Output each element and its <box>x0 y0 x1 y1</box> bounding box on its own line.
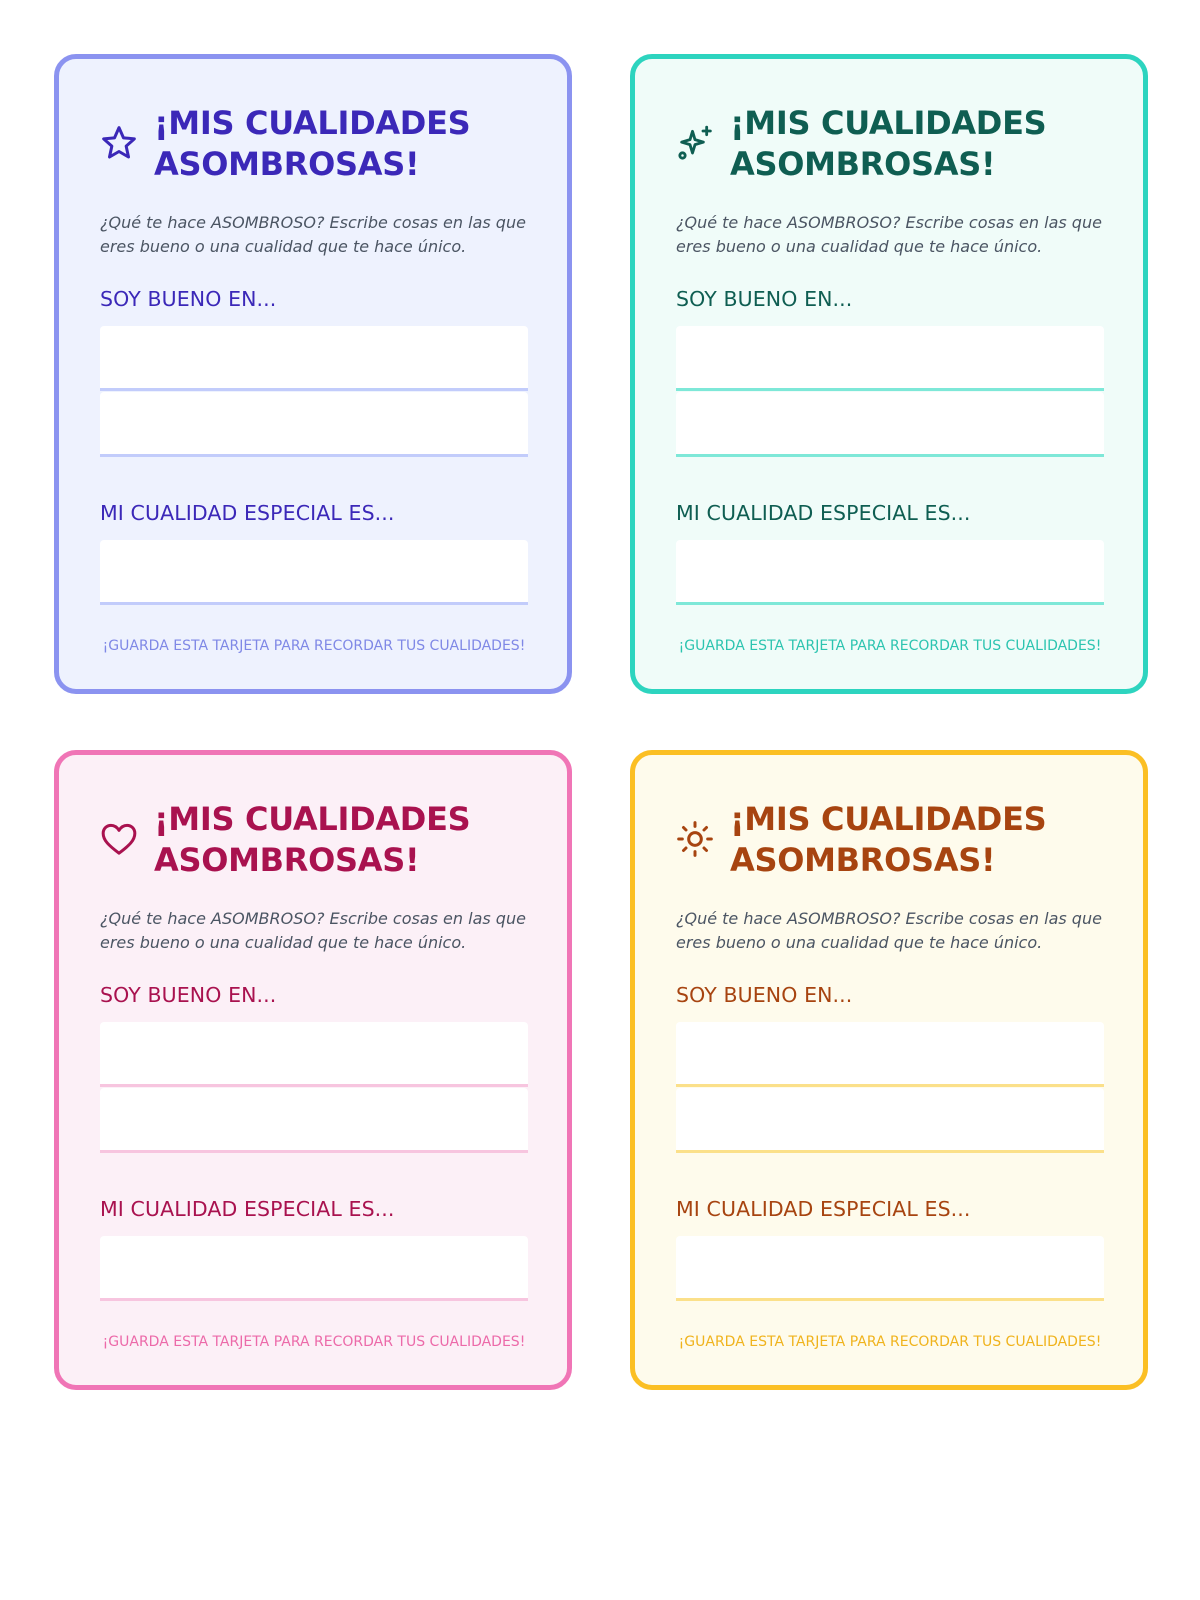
sparkle-main <box>682 131 704 153</box>
sun-icon <box>675 819 715 859</box>
special-quality-label: MI CUALIDAD ESPECIAL ES... <box>676 1197 971 1221</box>
qualities-card-teal <box>630 54 1148 694</box>
sun-core <box>689 833 702 846</box>
good-at-field-2[interactable] <box>676 1088 1104 1153</box>
sparkle-dot <box>680 153 685 158</box>
special-quality-label: MI CUALIDAD ESPECIAL ES... <box>676 501 971 525</box>
heart-shape <box>103 825 135 853</box>
good-at-field-2[interactable] <box>100 1088 528 1153</box>
card-title: ¡MIS CUALIDADES ASOMBROSAS! <box>730 800 1047 879</box>
special-quality-label: MI CUALIDAD ESPECIAL ES... <box>100 501 395 525</box>
star-shape <box>104 128 135 157</box>
card-footer-note: ¡GUARDA ESTA TARJETA PARA RECORDAR TUS CUALIDADES! <box>678 1334 1102 1350</box>
star-icon <box>99 123 139 163</box>
sparkle-plus <box>703 127 710 135</box>
good-at-field-1[interactable] <box>100 326 528 391</box>
good-at-field-1[interactable] <box>100 1022 528 1087</box>
special-quality-field[interactable] <box>676 1236 1104 1301</box>
card-instructions: ¿Qué te hace ASOMBROSO? Escribe cosas en las que eres bueno o una cualidad que te hace único. <box>100 909 526 952</box>
special-quality-field[interactable] <box>676 540 1104 605</box>
good-at-label: SOY BUENO EN... <box>100 983 277 1007</box>
card-footer-note: ¡GUARDA ESTA TARJETA PARA RECORDAR TUS CUALIDADES! <box>102 638 526 654</box>
special-quality-field[interactable] <box>100 540 528 605</box>
special-quality-field[interactable] <box>100 1236 528 1301</box>
qualities-card-yellow <box>630 750 1148 1390</box>
good-at-field-1[interactable] <box>676 326 1104 391</box>
qualities-card-blue <box>54 54 572 694</box>
sun-rays <box>679 823 712 856</box>
card-title: ¡MIS CUALIDADES ASOMBROSAS! <box>154 800 471 879</box>
special-quality-label: MI CUALIDAD ESPECIAL ES... <box>100 1197 395 1221</box>
card-title: ¡MIS CUALIDADES ASOMBROSAS! <box>730 104 1047 183</box>
card-title: ¡MIS CUALIDADES ASOMBROSAS! <box>154 104 471 183</box>
qualities-card-pink <box>54 750 572 1390</box>
card-instructions: ¿Qué te hace ASOMBROSO? Escribe cosas en las que eres bueno o una cualidad que te hace único. <box>676 909 1102 952</box>
good-at-field-2[interactable] <box>100 392 528 457</box>
good-at-field-2[interactable] <box>676 392 1104 457</box>
good-at-label: SOY BUENO EN... <box>676 983 853 1007</box>
card-footer-note: ¡GUARDA ESTA TARJETA PARA RECORDAR TUS CUALIDADES! <box>678 638 1102 654</box>
sparkles-icon <box>675 123 715 163</box>
good-at-field-1[interactable] <box>676 1022 1104 1087</box>
good-at-label: SOY BUENO EN... <box>676 287 853 311</box>
card-instructions: ¿Qué te hace ASOMBROSO? Escribe cosas en las que eres bueno o una cualidad que te hace único. <box>676 213 1102 256</box>
good-at-label: SOY BUENO EN... <box>100 287 277 311</box>
card-instructions: ¿Qué te hace ASOMBROSO? Escribe cosas en las que eres bueno o una cualidad que te hace único. <box>100 213 526 256</box>
card-footer-note: ¡GUARDA ESTA TARJETA PARA RECORDAR TUS CUALIDADES! <box>102 1334 526 1350</box>
heart-icon <box>99 819 139 859</box>
